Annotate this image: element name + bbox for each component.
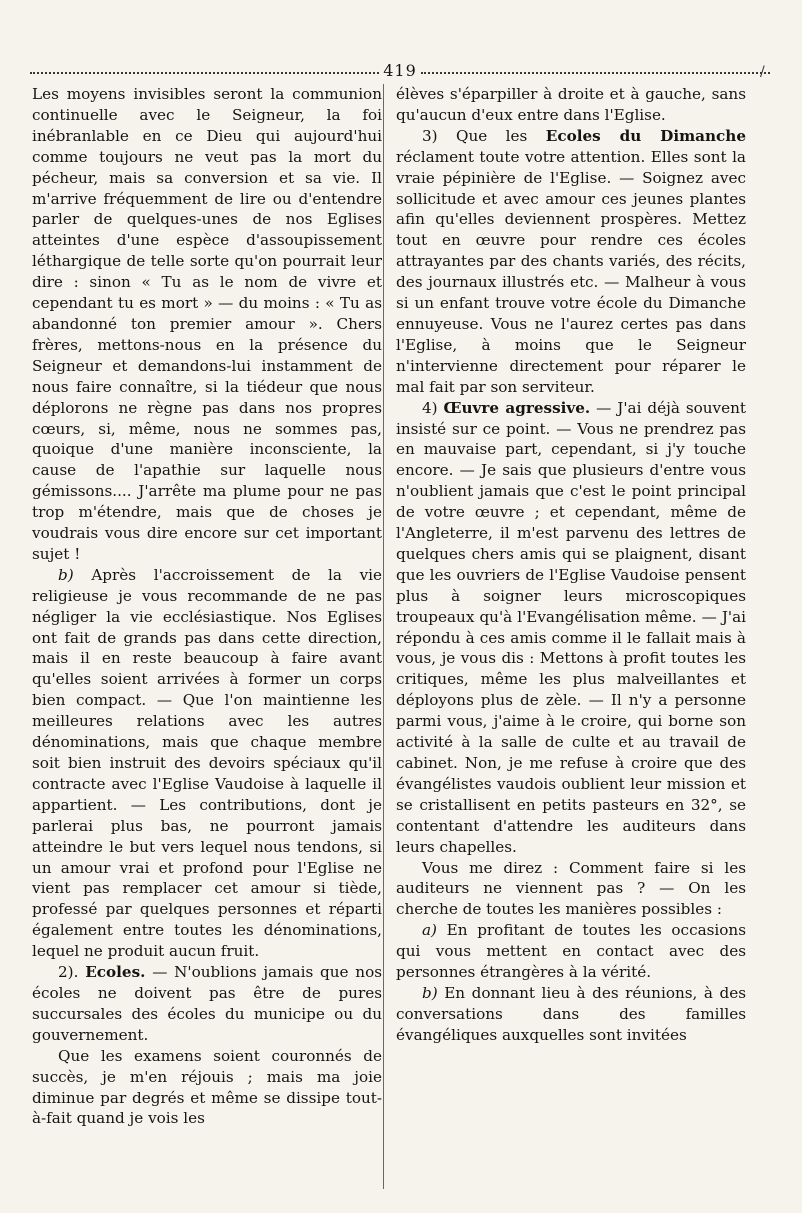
paragraph bbox=[396, 920, 746, 983]
paragraph-text: — N'oublions jamais que nos écoles ne doivent pas être de pures succursales des écoles du municipe ou du gouvernement. bbox=[32, 963, 383, 1044]
paragraph-text: En donnant lieu à des réunions, à des conversations dans des familles évangéliques auxquelles sont invitées bbox=[396, 983, 746, 1044]
paragraph: Vous me direz : Comment faire si les auditeurs ne viennent pas ? — On les cherche de toutes les manières possibles : bbox=[396, 858, 746, 919]
list-marker: b) bbox=[422, 983, 438, 1002]
section-heading: Ecoles du Dimanche bbox=[545, 126, 746, 145]
left-column bbox=[32, 84, 382, 1129]
paragraph: Que les examens soient couronnés de succès, je m'en réjouis ; mais ma joie diminue par degrés et même se dissipe tout-à-fait quand je vois les bbox=[32, 1046, 382, 1128]
paragraph: Les moyens invisibles seront la communion continuelle avec le Seigneur, la foi inébranlable en ce Dieu qui aujourd'hui comme toujours ne veut pas la mort du pécheur, mais sa conversion et sa vie. Il m'arrive fréquemment de lire ou d'entendre parler de quelques-unes de nos Eglises atteintes d'une espèce d'assoupissement léthargique de telle sorte qu'on pourrait leur dire : sinon « Tu as le nom de vivre et cependant tu es mort » — du moins : « Tu as abandonné ton premier amour ». Chers frères, mettons-nous en la présence du Seigneur et demandons-lui instamment de nous faire connaître, si la tiédeur que nous déplorons ne règne pas dans nos propres cœurs, si, même, nous ne sommes pas, quoique d'une manière inconsciente, la cause de l'apathie sur laquelle nous gémissons.... J'arrête ma plume pour ne pas trop m'étendre, mais que de choses je voudrais vous dire encore sur cet important sujet ! bbox=[32, 85, 382, 563]
right-column bbox=[396, 84, 746, 1046]
paragraph bbox=[396, 983, 746, 1046]
margin-mark: / bbox=[760, 64, 765, 80]
paragraph bbox=[32, 962, 382, 1046]
paragraph: élèves s'éparpiller à droite et à gauche, sans qu'aucun d'eux entre dans l'Eglise. bbox=[396, 85, 746, 124]
section-number: 3) bbox=[422, 126, 438, 145]
paragraph bbox=[396, 126, 746, 398]
paragraph-text: En profitant de toutes les occasions qui vous mettent en contact avec des personnes étrangères à la vérité. bbox=[396, 921, 746, 982]
paragraph-text: — J'ai déjà souvent insisté sur ce point. — Vous ne prendrez pas en mauvaise part, cependant, si j'y touche encore. — Je sais que plusieurs d'entre vous n'oublient jamais que c'est le point principal de votre œuvre ; et cependant, même de l'Angleterre, il m'est parvenu des lettres de quelques chers amis qui se plaignent, disant que les ouvriers de l'Eglise Vaudoise pensent plus à soigner leurs microscopiques troupeaux qu'à l'Evangélisation même. — J'ai répondu à ces amis comme il le fallait mais à vous, je vous dis : Mettons à profit toutes les critiques, même les plus malveillantes et déployons plus de zèle. — Il n'y a personne parmi vous, j'aime à le croire, qui borne son activité à la salle de culte et au travail de cabinet. Non, je me refuse à croire que des évangélistes vaudois oublient leur mission et se cristallisent en petits pasteurs en 32°, se contentant d'attendre les auditeurs dans leurs chapelles. bbox=[396, 398, 746, 856]
section-heading: Œuvre agressive. bbox=[443, 398, 591, 417]
header-rule-right bbox=[421, 72, 770, 74]
page-header bbox=[30, 58, 770, 82]
list-marker: a) bbox=[422, 921, 437, 940]
column-divider bbox=[383, 84, 384, 1189]
section-number: 4) bbox=[422, 398, 438, 417]
page-number: 419 bbox=[383, 60, 417, 80]
paragraph bbox=[396, 398, 746, 858]
list-marker: b) bbox=[58, 565, 74, 584]
section-number: 2). bbox=[58, 963, 79, 982]
header-rule-left bbox=[30, 72, 379, 74]
paragraph-text: réclament toute votre attention. Elles sont la vraie pépinière de l'Eglise. — Soignez avec sollicitude et avec amour ces jeunes plantes afin qu'elles deviennent prospères. Mettez tout en œuvre pour rendre ces écoles attrayantes par des chants variés, des récits, des journaux illustrés etc. — Malheur à vous si un enfant trouve votre école du Dimanche ennuyeuse. Vous ne l'aurez certes pas dans l'Eglise, à moins que le Seigneur n'intervienne directement pour réparer le mal fait par son serviteur. bbox=[396, 147, 746, 396]
paragraph-text: Que les bbox=[456, 126, 528, 145]
section-heading: Ecoles. bbox=[85, 963, 146, 982]
paragraph-text: Après l'accroissement de la vie religieuse je vous recommande de ne pas négliger la vie ecclésiastique. Nos Eglises ont fait de grands pas dans cette direction, mais il en reste beaucoup à faire avant qu'elles soient arrivées à former un corps bien compact. — Que l'on maintienne les meilleures relations avec les autres dénominations, mais que chaque membre soit bien instruit des devoirs spéciaux qu'il contracte avec l'Eglise Vaudoise à laquelle il appartient. — Les contributions, dont je parlerai plus bas, ne pourront jamais atteindre le but vers lequel nous tendons, si un amour vrai et profond pour l'Eglise ne vient pas remplacer cet amour si tiède, professé par quelques personnes et réparti également entre toutes les dénominations, lequel ne produit aucun fruit. bbox=[32, 565, 382, 961]
paragraph bbox=[32, 565, 382, 962]
